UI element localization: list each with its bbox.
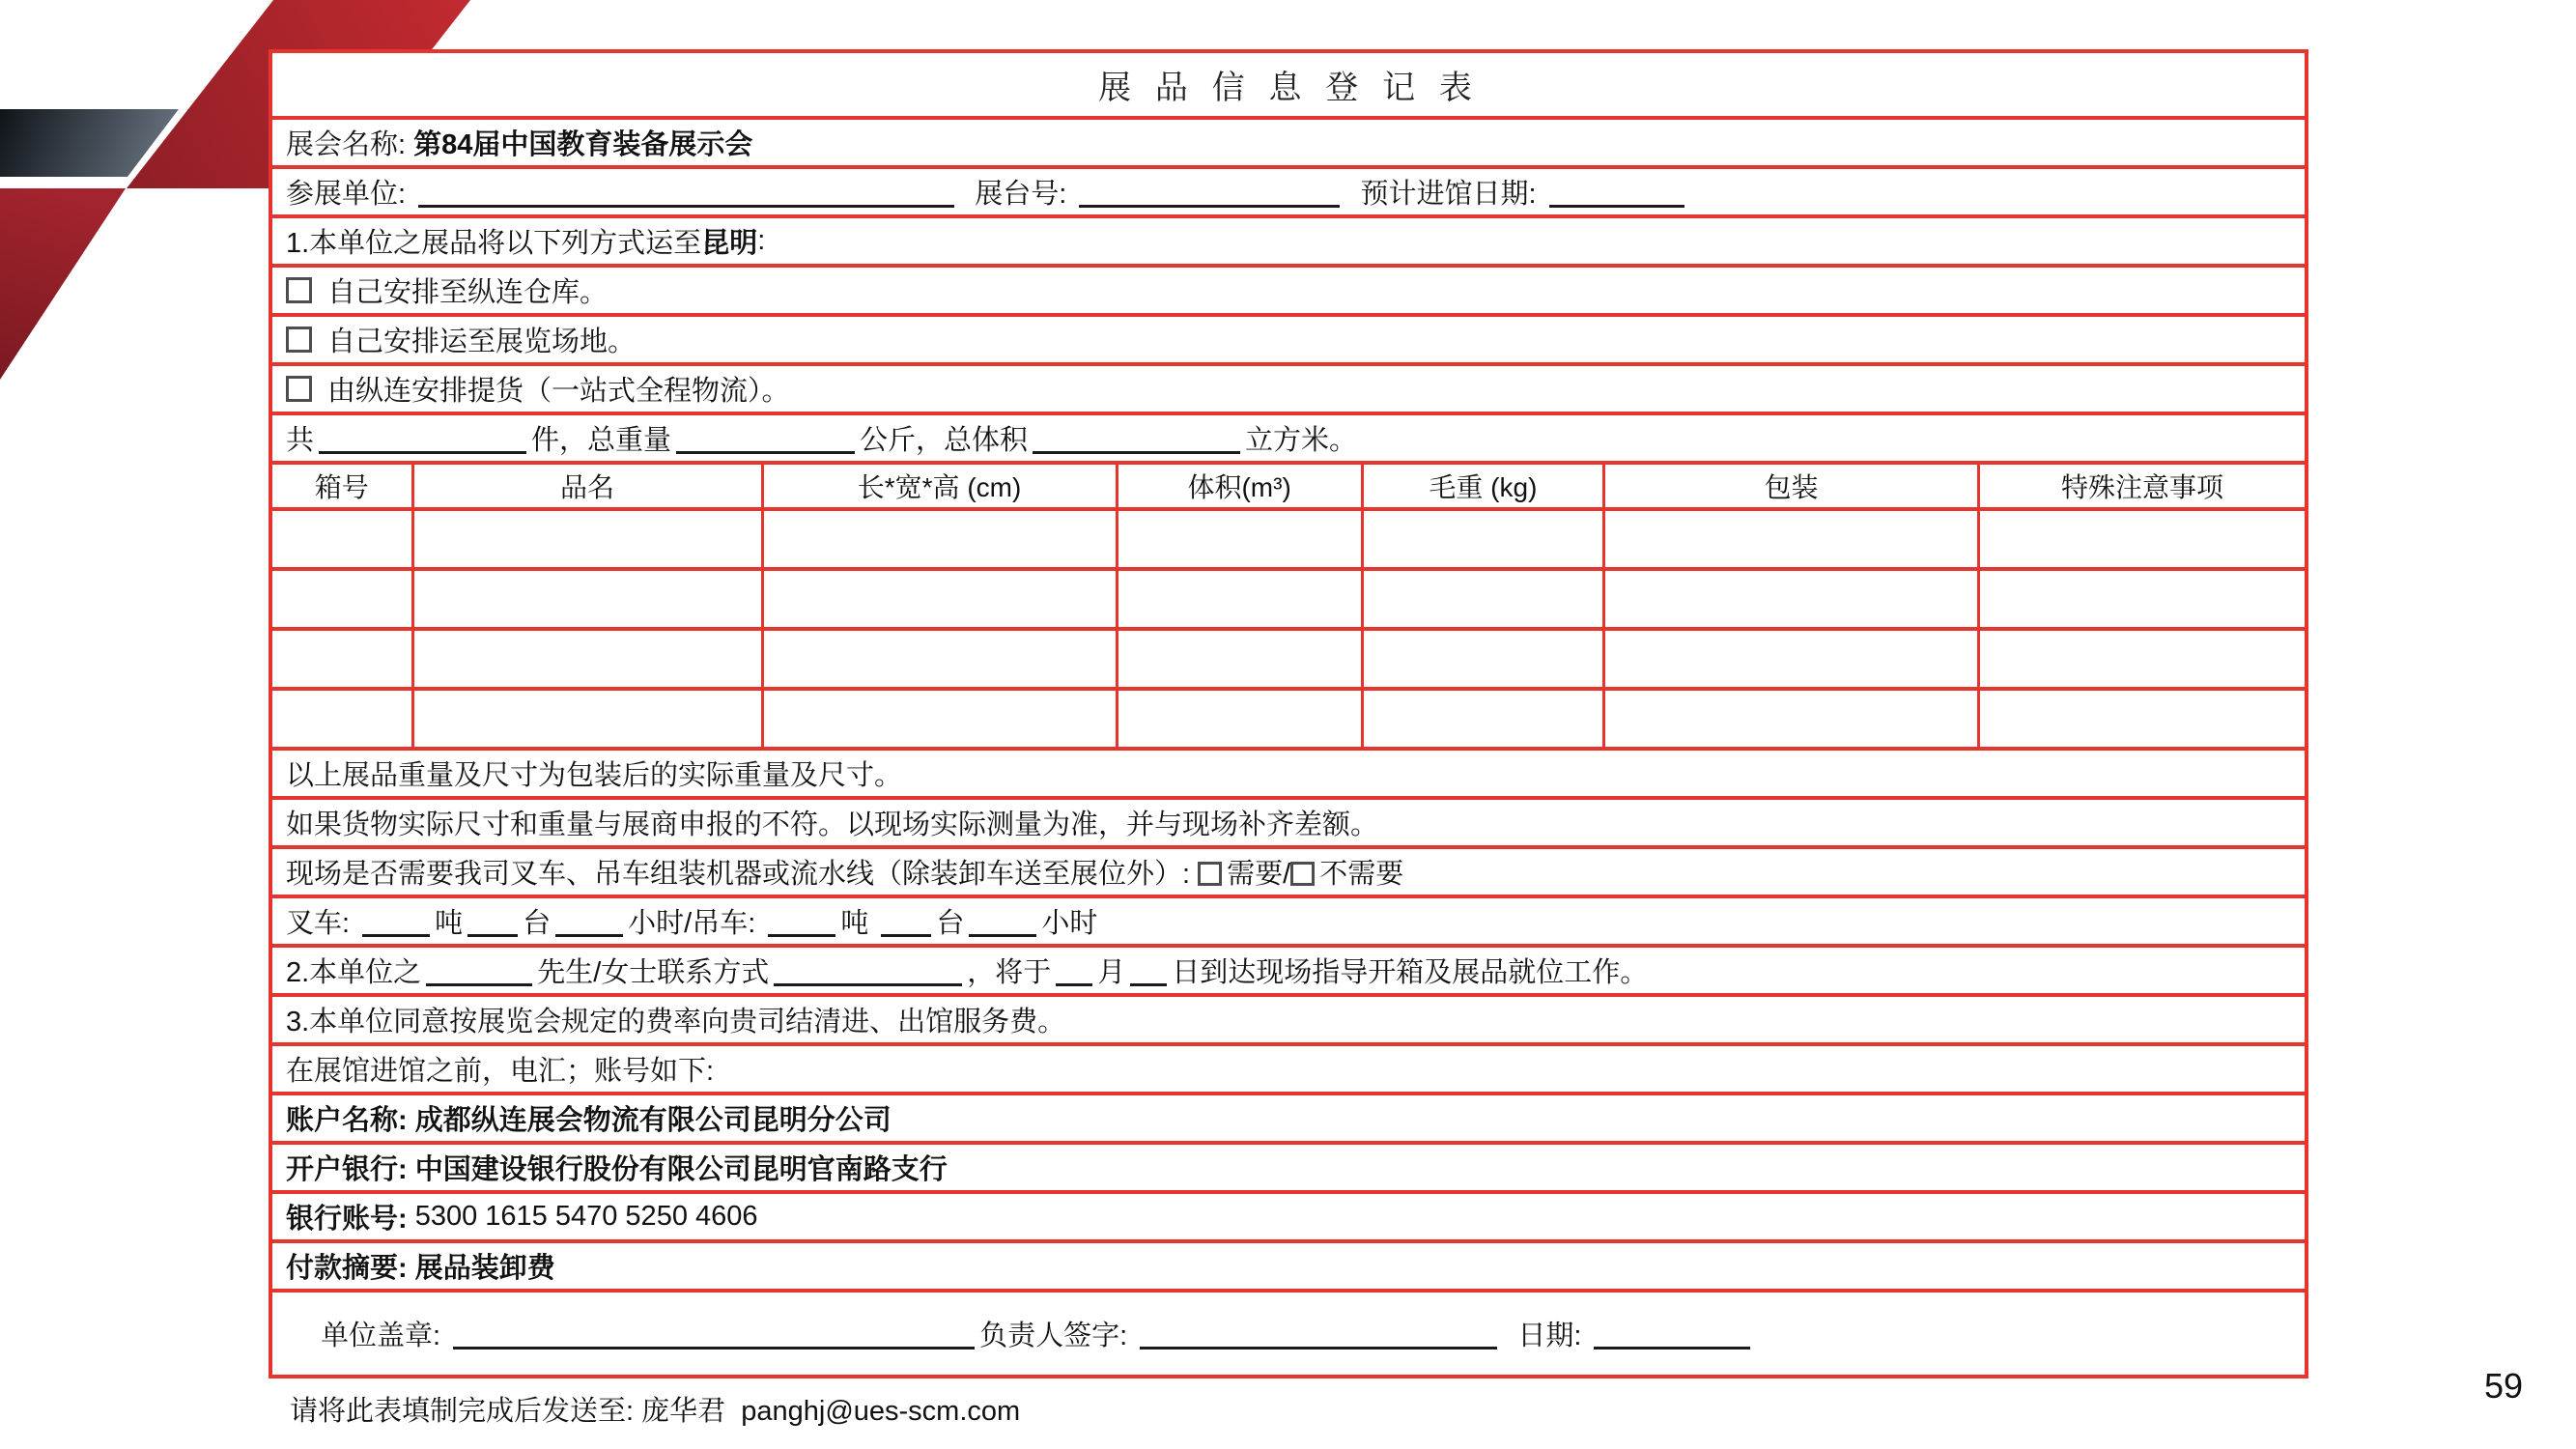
text: 需要/ [1227, 859, 1291, 890]
blank-underline [881, 934, 931, 937]
column-header-4: 体积(m³) [1118, 465, 1364, 511]
table-cell [764, 691, 1118, 751]
cargo-table [272, 465, 2305, 751]
table-cell [1364, 631, 1605, 691]
text: 负责人签字: [979, 1321, 1136, 1351]
column-header-1: 箱号 [272, 465, 414, 511]
form-row-totals [272, 415, 2305, 465]
blank-underline [319, 451, 526, 454]
table-cell [1605, 511, 1980, 571]
text: 在展馆进馆之前，电汇；账号如下: [286, 1056, 715, 1087]
text: 台 [936, 908, 965, 939]
column-header-2: 品名 [414, 465, 764, 511]
checkbox[interactable] [1198, 862, 1222, 886]
checkbox[interactable] [286, 327, 312, 353]
bold-text: 银行账号: [286, 1204, 415, 1235]
form-row-note-measure-mismatch [272, 800, 2305, 849]
table-cell [1980, 571, 2305, 631]
blank-underline [774, 983, 962, 986]
table-cell [764, 571, 1118, 631]
text: 由纵连安排提货（一站式全程物流）。 [327, 376, 790, 407]
blank-underline [1033, 451, 1240, 454]
text: 公斤，总体积 [860, 425, 1029, 456]
footer-note [290, 1389, 1020, 1429]
table-cell [764, 631, 1118, 691]
table-cell [764, 511, 1118, 571]
table-cell [1364, 571, 1605, 631]
text: ，将于 [967, 957, 1052, 988]
text: 先生/女士联系方式 [537, 957, 770, 988]
blank-underline [467, 934, 518, 937]
blank-underline [768, 934, 835, 937]
text: 展台号: [959, 179, 1075, 210]
table-cell [1980, 631, 2305, 691]
checkbox[interactable] [286, 376, 312, 402]
column-header-6: 包装 [1605, 465, 1980, 511]
form-row-option-own-to-warehouse [272, 268, 2305, 317]
blank-underline [1549, 205, 1684, 208]
blank-underline [1140, 1347, 1497, 1350]
text: 参展单位: [286, 179, 414, 210]
text: 展会名称: [286, 129, 414, 160]
text: 日到达现场指导开箱及展品就位工作。 [1172, 957, 1649, 988]
table-cell [414, 571, 764, 631]
table-cell [414, 691, 764, 751]
table-cell [1605, 631, 1980, 691]
text: 吨 [435, 908, 464, 939]
table-cell [1364, 511, 1605, 571]
blank-underline [1056, 983, 1092, 986]
text: 以上展品重量及尺寸为包装后的实际重量及尺寸。 [286, 760, 903, 791]
page-number: 59 [2484, 1366, 2524, 1406]
table-cell [1605, 571, 1980, 631]
blank-underline [426, 983, 532, 986]
bold-text: 昆明 [701, 228, 758, 259]
table-cell [1980, 691, 2305, 751]
text: 台 [523, 908, 552, 939]
form-row-exhibition-name [272, 120, 2305, 169]
form-row-wire-transfer-note [272, 1046, 2305, 1095]
text: 立方米。 [1245, 425, 1358, 456]
blank-underline [1130, 983, 1167, 986]
text: 自己安排运至展览场地。 [327, 327, 637, 357]
form-row-title [272, 53, 2305, 120]
text: 5300 1615 5470 5250 4606 [414, 1201, 758, 1232]
text: 叉车: [286, 908, 358, 939]
table-cell [1118, 511, 1364, 571]
table-cell [1118, 571, 1364, 631]
text: 如果货物实际尺寸和重量与展商申报的不符。以现场实际测量为准，并与现场补齐差额。 [286, 810, 1379, 840]
blank-underline [676, 451, 855, 454]
table-cell [1605, 691, 1980, 751]
form-row-stamp-signature-date [272, 1293, 2305, 1375]
text: 3.本单位同意按展览会规定的费率向贵司结清进、出馆服务费。 [286, 1007, 1066, 1037]
form-row-forklift-question [272, 849, 2305, 898]
form-row-option-pickup-service [272, 366, 2305, 415]
bold-text: 付款摘要: 展品装卸费 [286, 1253, 555, 1284]
table-cell [272, 511, 414, 571]
text: 小时/吊车: [628, 908, 764, 939]
table-cell [272, 631, 414, 691]
table-cell [414, 511, 764, 571]
table-cell [1118, 691, 1364, 751]
column-header-5: 毛重 (kg) [1364, 465, 1605, 511]
table-cell [1118, 631, 1364, 691]
bold-text: 账户名称: 成都纵连展会物流有限公司昆明分公司 [286, 1105, 892, 1136]
form-row-bank-account-number [272, 1194, 2305, 1243]
text: 1.本单位之展品将以下列方式运至 [286, 228, 702, 259]
blank-underline [1079, 205, 1340, 208]
table-cell [1980, 511, 2305, 571]
form-row-exhibitor-booth-date [272, 169, 2305, 218]
text: 月 [1097, 957, 1126, 988]
blank-underline [555, 934, 623, 937]
text: 2.本单位之 [286, 957, 422, 988]
blank-underline [418, 205, 954, 208]
form-row-payment-summary [272, 1243, 2305, 1293]
checkbox[interactable] [1290, 862, 1315, 886]
bold-text: 开户银行: 中国建设银行股份有限公司昆明官南路支行 [286, 1154, 948, 1185]
form-row-bank-name [272, 1145, 2305, 1194]
table-cell [272, 571, 414, 631]
column-header-3: 长*宽*高 (cm) [764, 465, 1118, 511]
column-header-7: 特殊注意事项 [1980, 465, 2305, 511]
registration-form [269, 49, 2308, 1378]
text: 共 [286, 425, 315, 456]
form-row-account-name [272, 1095, 2305, 1145]
footer-text: 请将此表填制完成后发送至: 庞华君 [290, 1396, 742, 1427]
text: 展 品 信 息 登 记 表 [1098, 69, 1479, 107]
form-row-shipping-method-header [272, 218, 2305, 268]
text: : [757, 225, 766, 256]
form-row-fee-agreement [272, 997, 2305, 1046]
text: 自己安排至纵连仓库。 [327, 277, 609, 308]
red-triangle-shape [0, 188, 126, 380]
blank-underline [362, 934, 430, 937]
text: 日期: [1502, 1321, 1590, 1351]
table-cell [414, 631, 764, 691]
text: 吨 [840, 908, 877, 939]
form-row-note-packed-weight [272, 751, 2305, 800]
form-row-onsite-contact [272, 948, 2305, 997]
table-cell [1364, 691, 1605, 751]
form-row-forklift-crane-details [272, 898, 2305, 948]
blank-underline [453, 1347, 975, 1350]
blank-underline [969, 934, 1036, 937]
text: 小时 [1041, 908, 1098, 939]
text: 现场是否需要我司叉车、吊车组装机器或流水线（除装卸车送至展位外）: [286, 859, 1199, 890]
checkbox[interactable] [286, 277, 312, 303]
text: 不需要 [1319, 859, 1404, 890]
text: 预计进馆日期: [1345, 179, 1544, 210]
text: 单位盖章: [321, 1321, 449, 1351]
table-cell [272, 691, 414, 751]
bold-text: 第84届中国教育装备展示会 [413, 129, 753, 160]
text: 件，总重量 [531, 425, 672, 456]
form-row-option-own-to-venue [272, 317, 2305, 366]
blank-underline [1594, 1347, 1750, 1350]
contact-email: panghj@ues-scm.com [741, 1396, 1021, 1427]
